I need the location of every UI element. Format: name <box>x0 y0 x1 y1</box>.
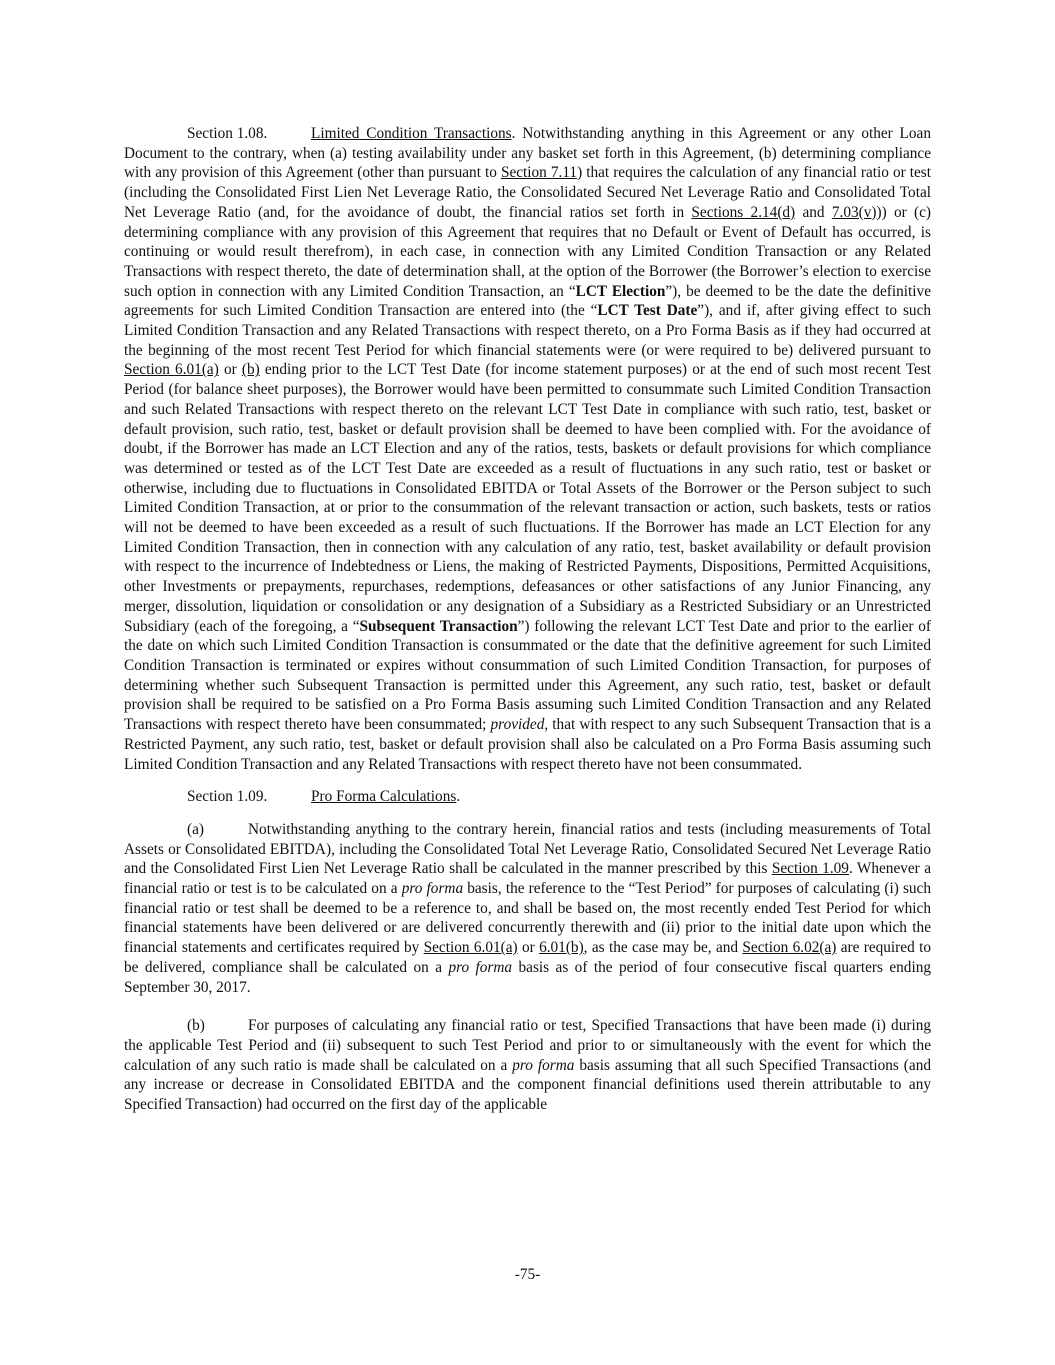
page-number: -75- <box>514 1266 541 1283</box>
cross-reference: Section 6.02(a) <box>742 939 837 957</box>
cross-reference: Section 1.09 <box>771 860 849 878</box>
cross-reference: (b) <box>241 361 260 379</box>
paragraph-b: (b) For purposes of calculating any financial ratio or test, Specified Transactions that have been made (i) during the applicable Test Period and (ii) subsequent to such Test Period and prior to or simultaneously with the event for which the calculation of any such ratio is made shall be calculated on a pro forma basis assuming that all such Specified Transactions (and any increase or decrease in Consolidated EBITDA and the component financial definitions used therein attributable to any Specified Transaction) had occurred on the first day of the applicable <box>124 1017 931 1114</box>
section-1-08-paragraph: Section 1.08. Limited Condition Transactions. Notwithstanding anything in this Agreement or any other Loan Document to the contrary, when (a) testing availability under any basket set forth in this Agreement, (b) determining compliance with any provision of this Agreement (other than pursuant to Section 7.11) that requires the calculation of any financial ratio or test (including the Consolidated First Lien Net Leverage Ratio, the Consolidated Secured Net Leverage Ratio and Consolidated Total Net Leverage Ratio (and, for the avoidance of doubt, the financial ratios set forth in Sections 2.14(d) and 7.03(v))) or (c) determining compliance with any provision of this Agreement that requires that no Default or Event of Default has occurred, is continuing or would result therefrom), in each case, in connection with any Limited Condition Transaction or any Related Transactions with respect thereto, the date of determination shall, at the option of the Borrower (the Borrower’s election to exercise such option in connection with any Limited Condition Transaction, an “LCT Election”), be deemed to be the date the definitive agreements for such Limited Condition Transaction are entered into (the “LCT Test Date”), and if, after giving effect to such Limited Condition Transaction and any Related Transactions with respect thereto, on a Pro Forma Basis as if they had occurred at the beginning of the most recent Test Period for which financial statements were (or were required to be) delivered pursuant to Section 6.01(a) or (b) ending prior to the LCT Test Date (for income statement purposes) or at the end of such most recent Test Period (for balance sheet purposes), the Borrower would have been permitted to consummate such Limited Condition Transaction and such Related Transactions with respect thereto on the relevant LCT Test Date in compliance with such ratio, test, basket or default provision, such ratio, test, basket or default provision shall be deemed to have been complied with. For the avoidance of doubt, if the Borrower has made an LCT Election and any of the ratios, tests, baskets or default provisions for which compliance was determined or tested as of the LCT Test Date are exceeded as a result of fluctuations in any such ratio, test or basket or otherwise, including due to fluctuations in Consolidated EBITDA or Total Assets of the Borrower or the Person subject to such Limited Condition Transaction, at or prior to the consummation of the relevant transaction or action, such baskets, tests or ratios will not be deemed to have been exceeded as a result of such fluctuations. If the Borrower has made an LCT Election for any Limited Condition Transaction, then in connection with any calculation of any ratio, test, basket availability or default provision with respect to the incurrence of Indebtedness or Liens, the making of Restricted Payments, Dispositions, Permitted Acquisitions, other Investments or prepayments, repurchases, redemptions, defeasances or other satisfactions of any Junior Financing, any merger, dissolution, liquidation or consolidation or any designation of a Subsidiary as a Restricted Subsidiary or an Unrestricted Subsidiary (each of the foregoing, a “Subsequent Transaction”) following the relevant LCT Test Date and prior to the earlier of the date on which such Limited Condition Transaction is consummated or the date that the definitive agreement for such Limited Condition Transaction is terminated or expires without consummation of such Limited Condition Transaction, for purposes of determining whether such Subsequent Transaction is permitted under this Agreement, any such ratio, test, basket or default provision shall be required to be satisfied on a Pro Forma Basis assuming such Limited Condition Transaction and any Related Transactions with respect thereto have been consummated; provided, that with respect to any such Subsequent Transaction that is a Restricted Payment, any such ratio, test, basket or default provision shall also be calculated on a Pro Forma Basis assuming such Limited Condition Transaction and any Related Transactions with respect thereto have not been consummated. <box>124 125 932 773</box>
section-1-08-title: Limited Condition Transactions <box>311 125 512 142</box>
cross-reference: Section 6.01(a) <box>423 939 518 957</box>
section-1-09-number: Section 1.09. <box>187 788 268 806</box>
document-page <box>124 124 931 1115</box>
emphasis: provided <box>490 716 545 734</box>
paragraph-a: (a) Notwithstanding anything to the contrary herein, financial ratios and tests (including measurements of Total Assets or Consolidated EBITDA), including the Consolidated Total Net Leverage Ratio, Consolidated Secured Net Leverage Ratio and the Consolidated First Lien Net Leverage Ratio shall be calculated in the manner prescribed by this Section 1.09. Whenever a financial ratio or test is to be calculated on a pro forma basis, the reference to the “Test Period” for purposes of calculating (i) such financial ratio or test shall be deemed to be a reference to, and shall be based on, the most recently ended Test Period for which financial statements have been delivered or are delivered concurrently therewith and (ii) prior to the initial date upon which the financial statements and certificates required by Section 6.01(a) or 6.01(b), as the case may be, and Section 6.02(a) are required to be delivered, compliance shall be calculated on a pro forma basis as of the period of four consecutive fiscal quarters ending September 30, 2017. <box>124 820 931 996</box>
cross-reference: Sections 2.14(d) <box>691 203 796 221</box>
defined-term: LCT Election <box>575 282 666 300</box>
paragraph-b-label: (b) <box>187 1017 205 1035</box>
cross-reference: 7.03(v) <box>831 203 877 221</box>
section-1-09-heading: Section 1.09. Pro Forma Calculations. <box>187 788 461 806</box>
emphasis: pro forma <box>401 880 464 898</box>
paragraph-a-label: (a) <box>187 820 204 838</box>
section-1-08-number: Section 1.08. <box>187 125 268 142</box>
cross-reference: 6.01(b) <box>539 939 584 957</box>
section-1-09-title: Pro Forma Calculations <box>311 788 457 806</box>
cross-reference: Section 6.01(a) <box>124 361 219 379</box>
emphasis: pro forma <box>448 958 513 976</box>
emphasis: pro forma <box>512 1056 575 1074</box>
defined-term: Subsequent Transaction <box>359 617 518 635</box>
defined-term: LCT Test Date <box>597 302 698 320</box>
cross-reference: Section 7.11 <box>500 164 578 182</box>
